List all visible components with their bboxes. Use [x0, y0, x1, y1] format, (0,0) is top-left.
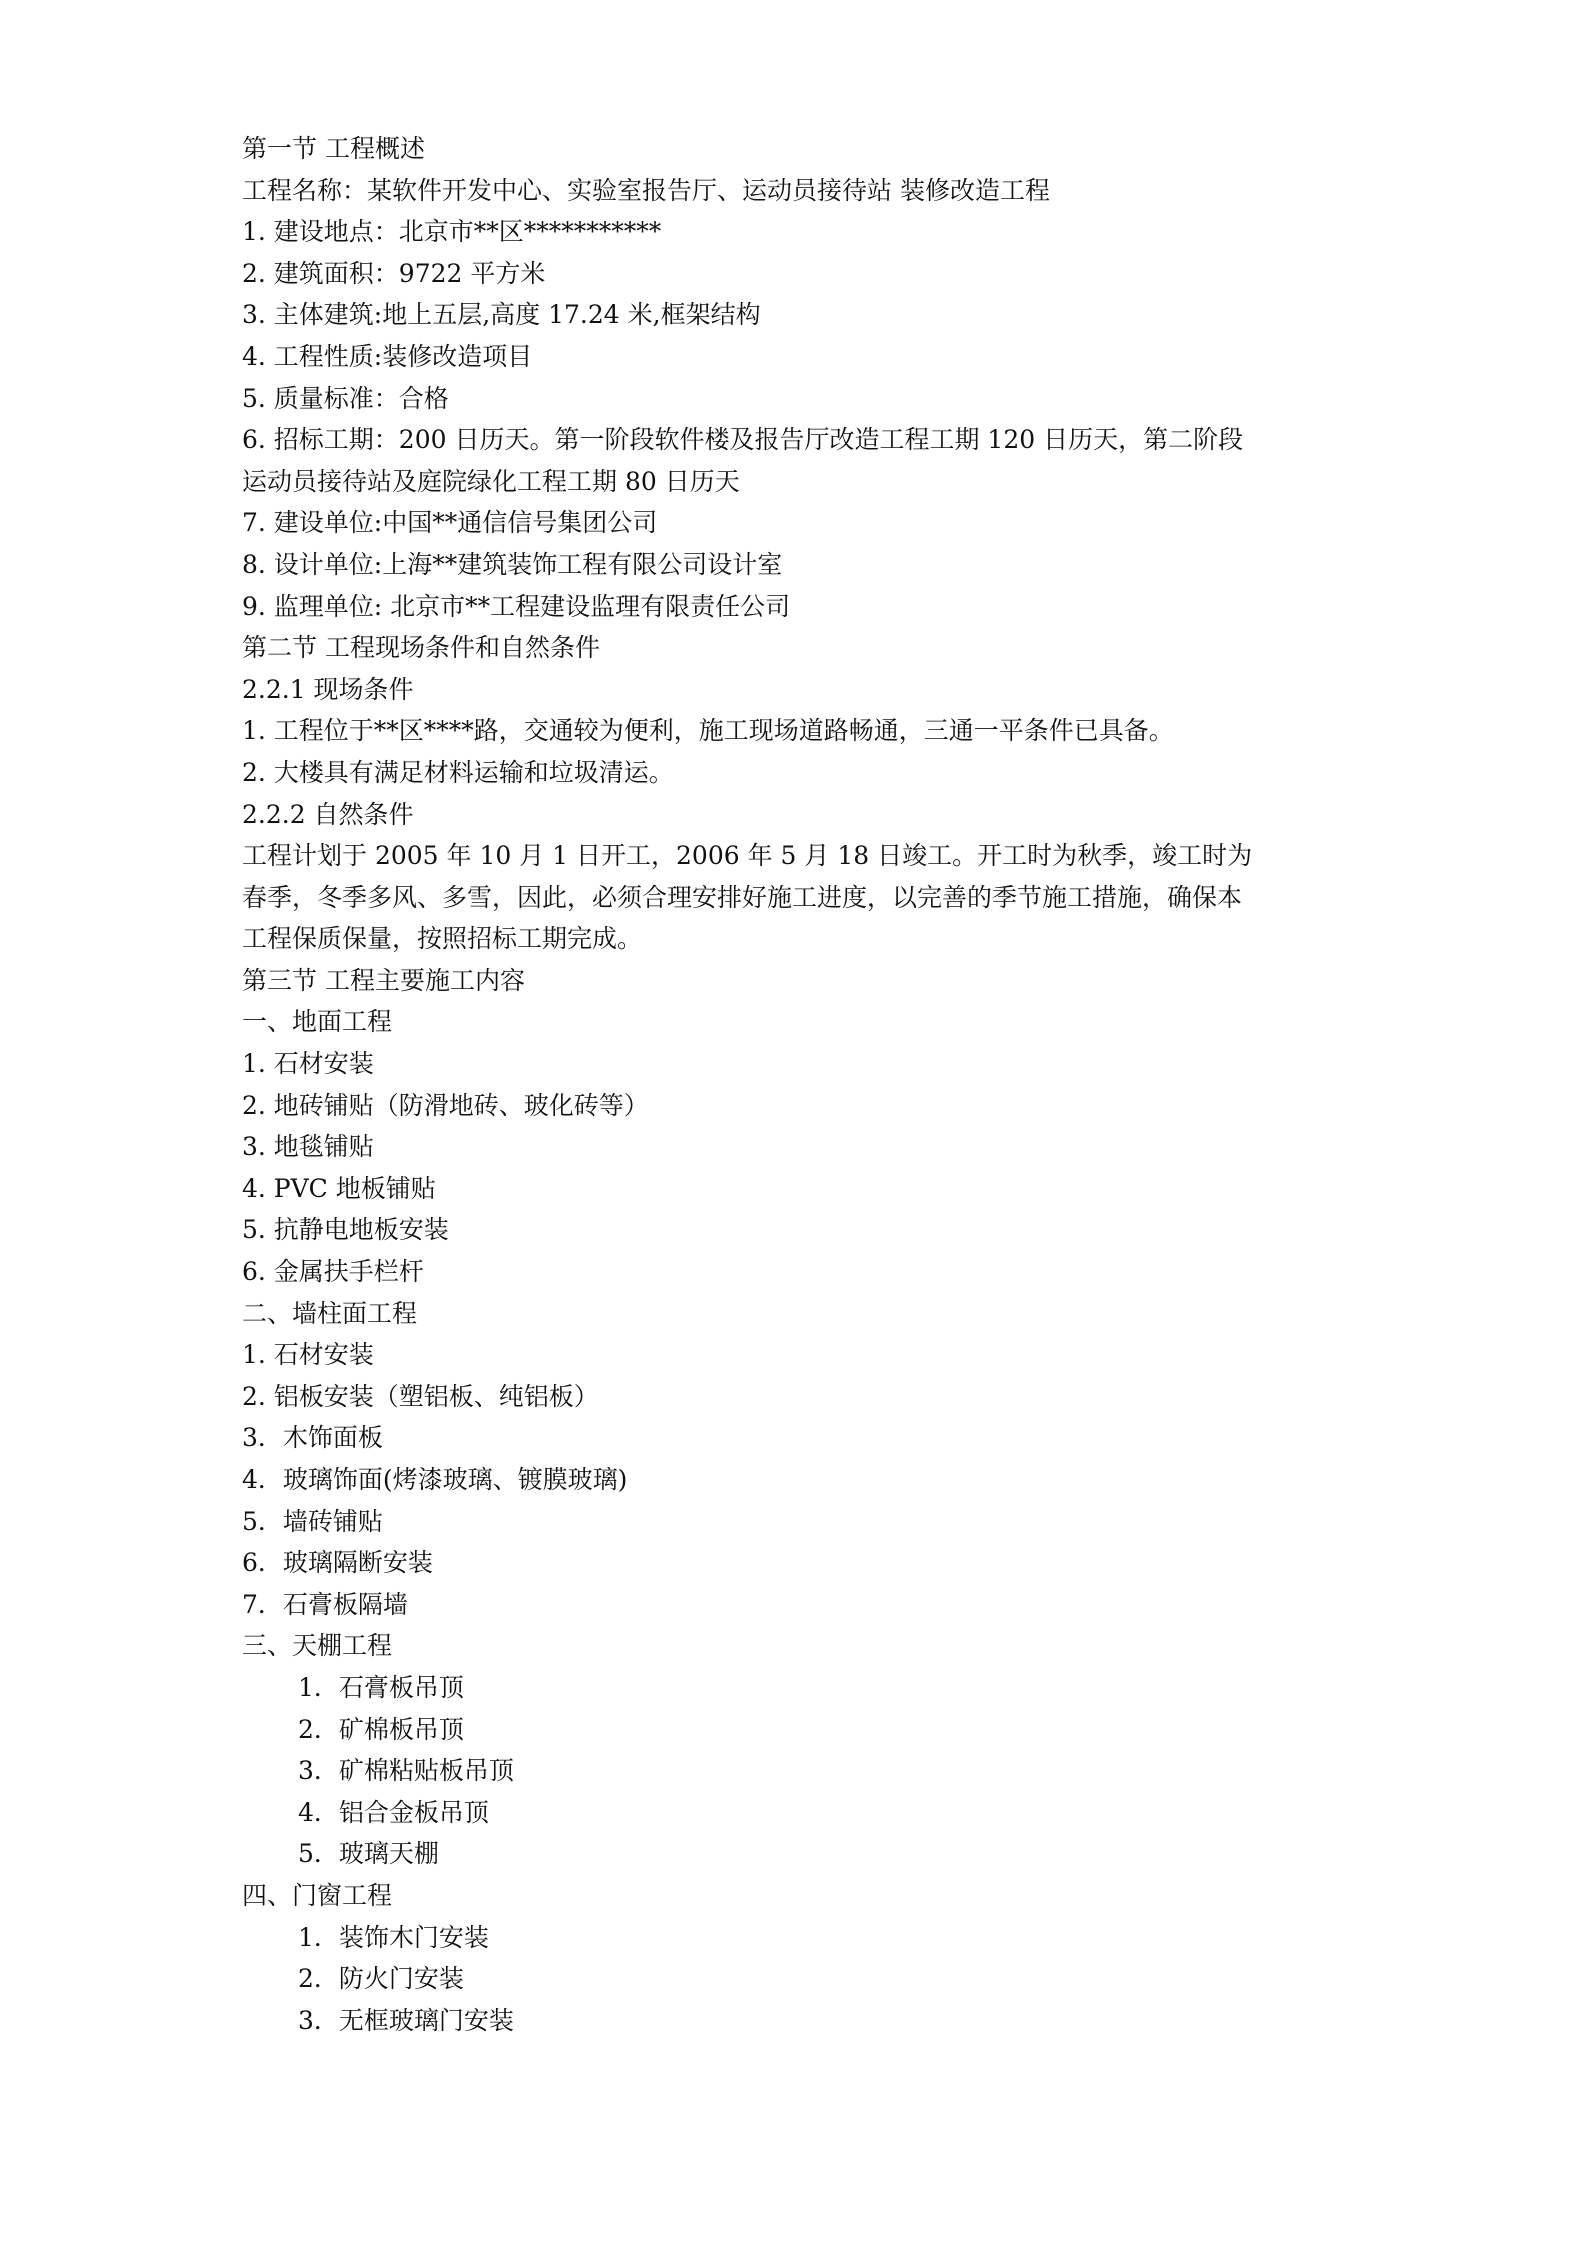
list-item: 6．玻璃隔断安装 [242, 1548, 433, 1578]
list-item: 2. 建筑面积：9722 平方米 [242, 258, 546, 288]
list-item: 4. 工程性质:装修改造项目 [242, 341, 533, 371]
list-item: 6. 金属扶手栏杆 [242, 1257, 424, 1287]
list-item: 3．木饰面板 [242, 1423, 383, 1453]
section-heading: 第一节 工程概述 [242, 134, 425, 163]
list-item: 1. 石材安装 [242, 1340, 374, 1370]
paragraph-line: 春季，冬季多风、多雪，因此，必须合理安排好施工进度，以完善的季节施工措施，确保本 [242, 882, 1243, 912]
list-item: 1．石膏板吊顶 [298, 1672, 464, 1702]
paragraph-line: 工程计划于 2005 年 10 月 1 日开工，2006 年 5 月 18 日竣工。开工时为秋季，竣工时为 [242, 841, 1253, 871]
list-item: 1．装饰木门安装 [298, 1922, 489, 1952]
list-item: 3．矿棉粘贴板吊顶 [298, 1756, 514, 1786]
list-item: 8. 设计单位:上海**建筑装饰工程有限公司设计室 [242, 549, 783, 579]
list-item: 5. 质量标准：合格 [242, 383, 449, 413]
project-name-line: 工程名称：某软件开发中心、实验室报告厅、运动员接待站 装修改造工程 [242, 175, 1050, 205]
list-item: 2．矿棉板吊顶 [298, 1714, 464, 1744]
subsection-heading: 2.2.2 自然条件 [242, 799, 414, 829]
list-item: 4. PVC 地板铺贴 [242, 1173, 436, 1203]
section-heading: 第三节 工程主要施工内容 [242, 965, 525, 995]
list-item: 2. 地砖铺贴（防滑地砖、玻化砖等） [242, 1090, 649, 1120]
list-item: 2. 大楼具有满足材料运输和垃圾清运。 [242, 757, 674, 787]
list-item: 5．玻璃天棚 [298, 1839, 439, 1869]
category-heading: 二、墙柱面工程 [242, 1298, 418, 1328]
list-item: 3. 主体建筑:地上五层,高度 17.24 米,框架结构 [242, 300, 761, 330]
list-item: 2. 铝板安装（塑铝板、纯铝板） [242, 1381, 599, 1411]
list-item: 6. 招标工期：200 日历天。第一阶段软件楼及报告厅改造工程工期 120 日历天，第二阶段 [242, 425, 1244, 455]
list-item: 1. 石材安装 [242, 1049, 374, 1079]
category-heading: 一、地面工程 [242, 1007, 393, 1037]
category-heading: 三、天棚工程 [242, 1631, 393, 1661]
list-item: 5．墙砖铺贴 [242, 1506, 383, 1536]
list-item: 2．防火门安装 [298, 1964, 464, 1994]
list-item: 1. 建设地点：北京市**区*********** [242, 217, 662, 247]
category-heading: 四、门窗工程 [242, 1880, 393, 1910]
list-item: 5. 抗静电地板安装 [242, 1215, 449, 1245]
paragraph-line: 运动员接待站及庭院绿化工程工期 80 日历天 [242, 466, 740, 496]
subsection-heading: 2.2.1 现场条件 [242, 674, 414, 704]
list-item: 3. 地毯铺贴 [242, 1132, 374, 1162]
paragraph-line: 工程保质保量，按照招标工期完成。 [242, 924, 643, 954]
list-item: 4．铝合金板吊顶 [298, 1797, 489, 1827]
list-item: 7．石膏板隔墙 [242, 1589, 408, 1619]
list-item: 4．玻璃饰面(烤漆玻璃、镀膜玻璃) [242, 1465, 628, 1494]
list-item: 7. 建设单位:中国**通信信号集团公司 [242, 508, 658, 538]
document-page [242, 128, 1362, 2041]
list-item: 3．无框玻璃门安装 [298, 2005, 514, 2035]
list-item: 1. 工程位于**区****路，交通较为便利，施工现场道路畅通，三通一平条件已具备。 [242, 716, 1174, 746]
list-item: 9. 监理单位: 北京市**工程建设监理有限责任公司 [242, 591, 791, 621]
section-heading: 第二节 工程现场条件和自然条件 [242, 633, 600, 663]
